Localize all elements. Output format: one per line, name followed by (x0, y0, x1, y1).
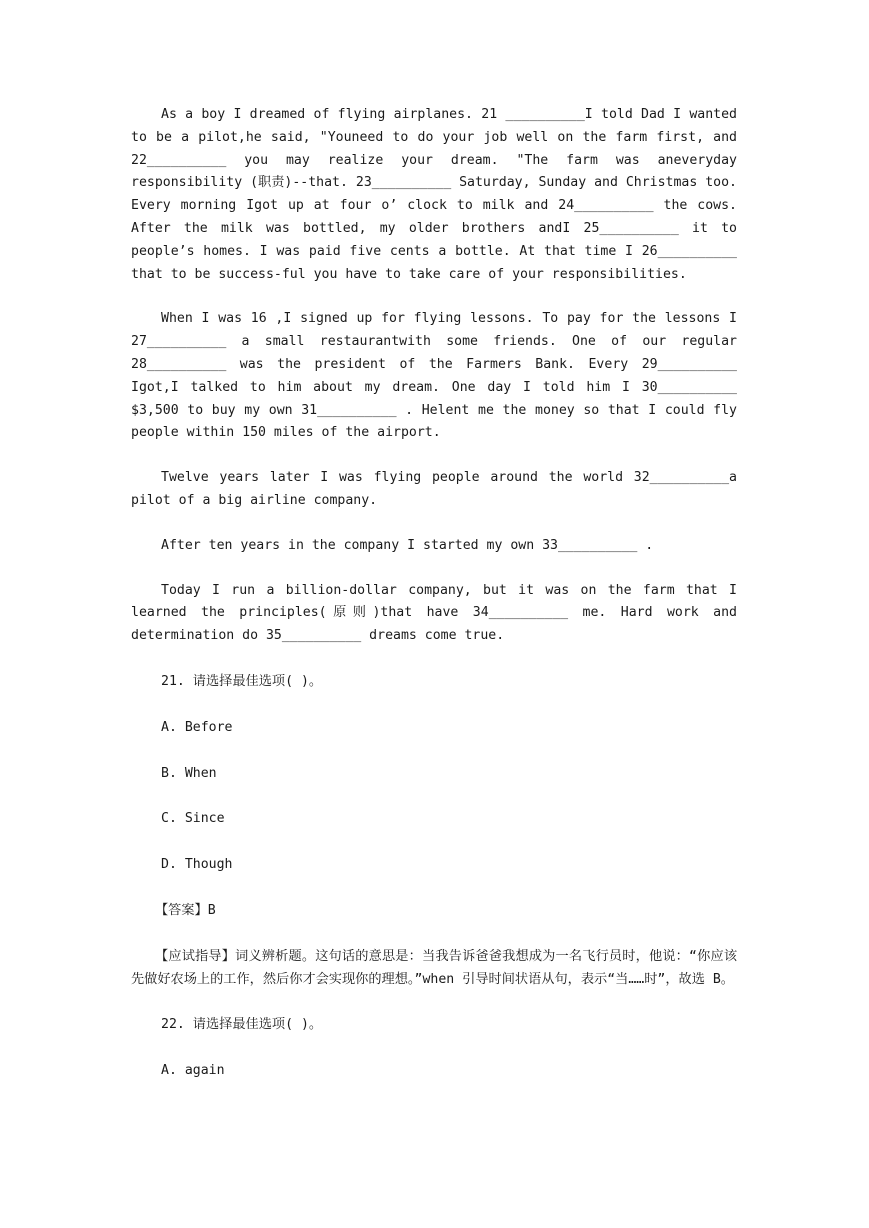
question-21-option-c: C. Since (161, 811, 225, 827)
passage-paragraph-4: After ten years in the company I started my own 33__________ . (161, 537, 654, 553)
question-22-prompt: 22. 请选择最佳选项( )。 (161, 1017, 323, 1033)
answer-value: B (207, 902, 216, 918)
question-21-guide (131, 946, 737, 992)
passage-paragraph-2: When I was 16 ,I signed up for flying lessons. To pay for the lessons I 27__________ a small restaurantwith some friends. One of our regular 28__________ was the president of the Farmers Bank. Every 29__________ Igot,I talked to him about my dream. One day I told him I 30__________ $3,500 to buy my own 31__________ . Helent me the money so that I could fly people within 150 miles of the airport. (131, 311, 737, 441)
question-21-prompt: 21. 请选择最佳选项( )。 (161, 673, 323, 689)
guide-text: 词义辨析题。这句话的意思是：当我告诉爸爸我想成为一名飞行员时，他说：“你应该先做好农场上的工作，然后你才会实现你的理想。”when 引导时间状语从句，表示“当……时”，故选 B。 (131, 948, 738, 987)
question-21-option-a: A. Before (161, 719, 233, 735)
passage-paragraph-3: Twelve years later I was flying people around the world 32__________a pilot of a big airline company. (131, 470, 737, 508)
question-21-option-b: B. When (161, 765, 217, 781)
question-21-option-d: D. Though (161, 857, 233, 873)
guide-label: 【应试指导】 (155, 948, 236, 964)
answer-label: 【答案】 (155, 902, 208, 918)
passage-paragraph-1: As a boy I dreamed of flying airplanes. 21 __________I told Dad I wanted to be a pilot,he said, "Youneed to do your job well on the farm first, and 22__________ you may realize your dream. "The farm was aneveryday responsibility (职责)--that. 23__________ Saturday, Sunday and Christmas too. Every morning Igot up at four o’ clock to milk and 24__________ the cows. After the milk was bottled, my older brothers andI 25__________ it to people’s homes. I was paid five cents a bottle. At that time I 26__________ that to be success-ful you have to take care of your responsibilities. (131, 107, 737, 282)
passage-paragraph-5: Today I run a billion-dollar company, but it was on the farm that I learned the principles(原则)that have 34__________ me. Hard work and determination do 35__________ dreams come true. (131, 582, 737, 644)
question-21-answer (131, 900, 737, 923)
document-page (131, 104, 737, 1083)
question-22-option-a: A. again (161, 1063, 225, 1079)
